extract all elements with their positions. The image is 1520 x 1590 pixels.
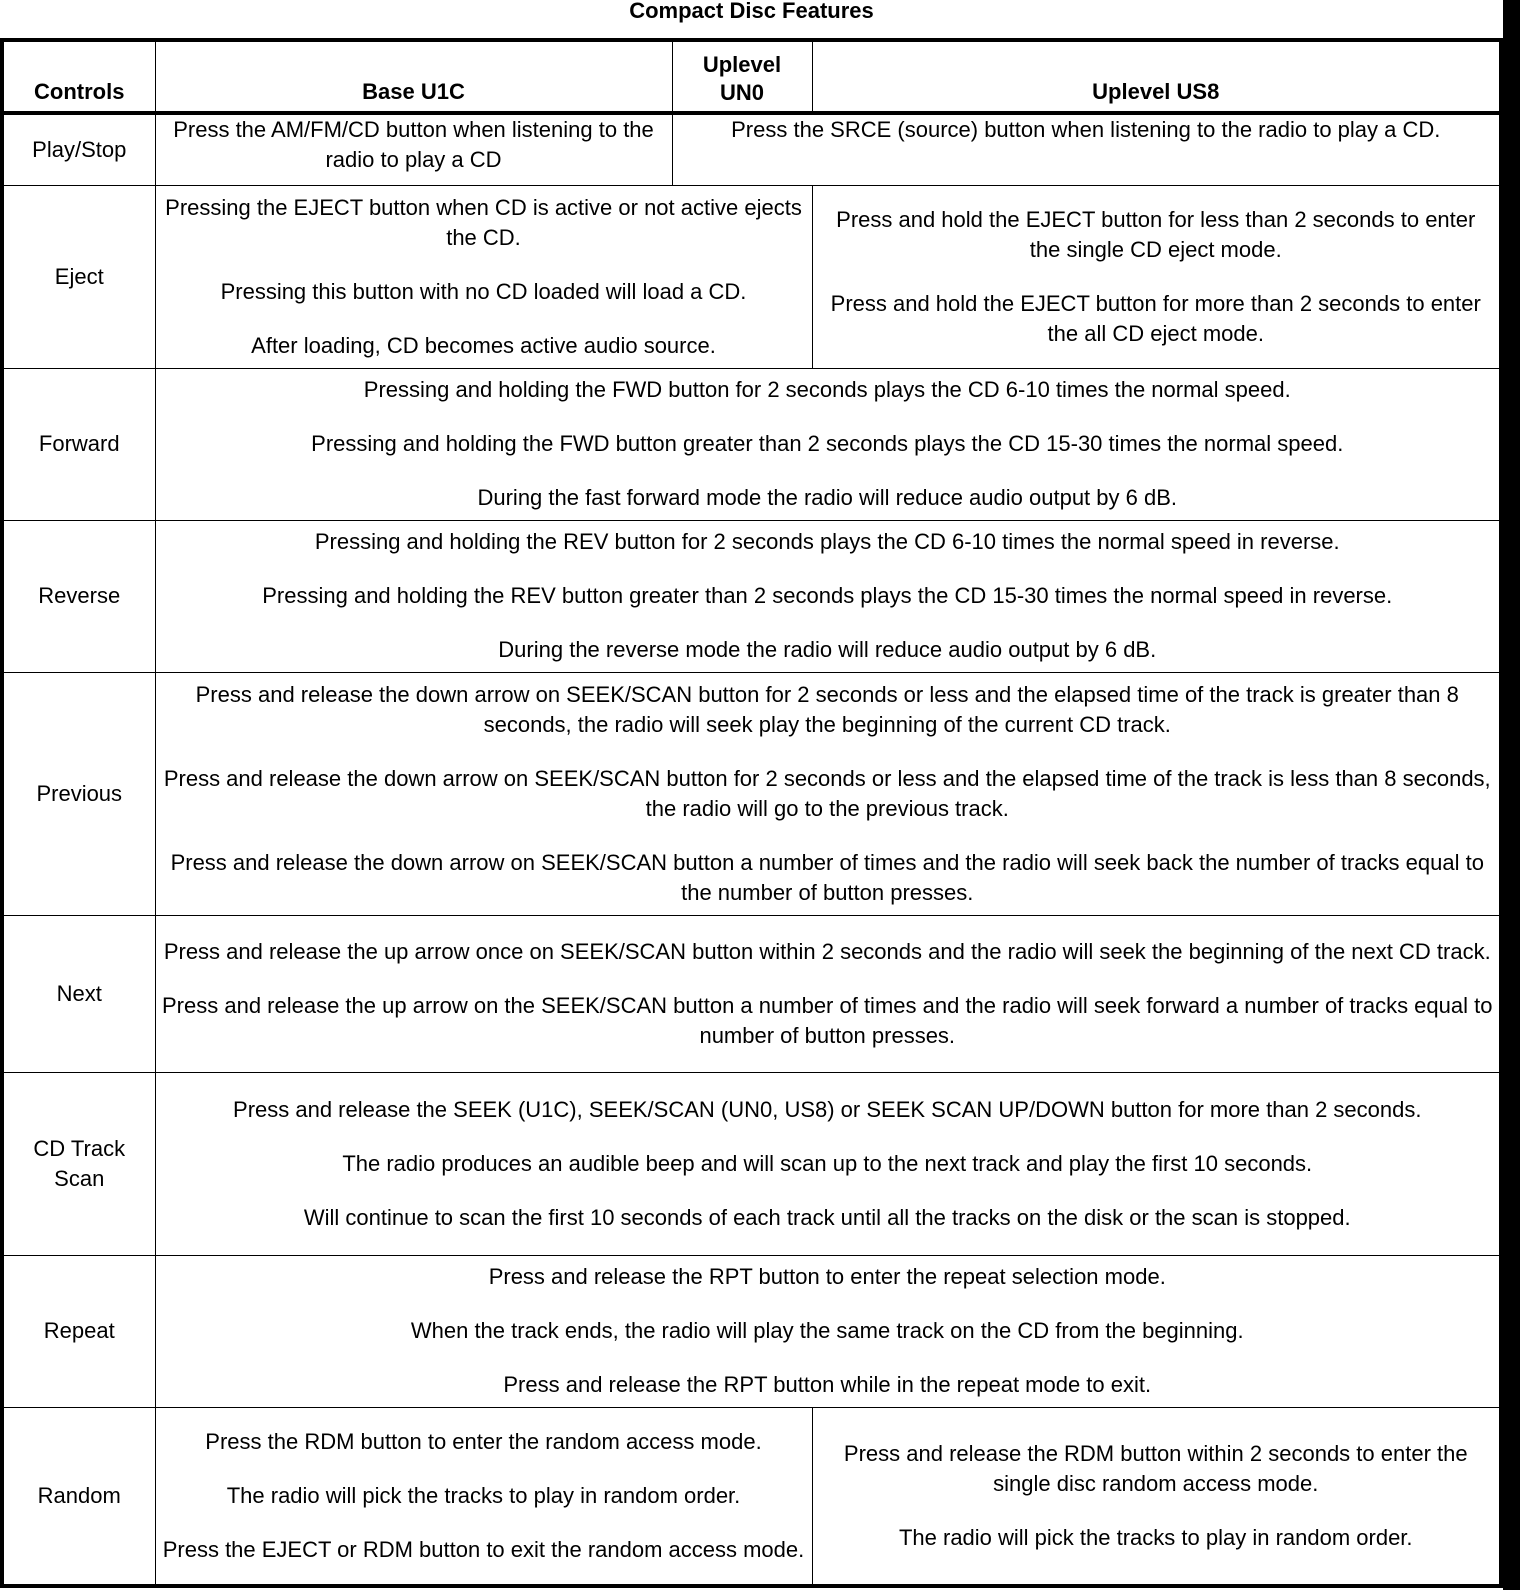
description-paragraph: Press and release the down arrow on SEEK/SCAN button for 2 seconds or less and the elapsed time of the track is greater than 8 seconds, the radio will seek play the beginning of the current CD track. — [195, 681, 1459, 737]
description-cell — [155, 1072, 1501, 1255]
control-name-cell: Repeat — [2, 1255, 155, 1407]
description-cell — [155, 1255, 1501, 1407]
description-paragraph: Will continue to scan the first 10 seconds of each track until all the tracks on the disk or the scan is stopped. — [303, 1204, 1351, 1230]
header-row — [2, 40, 1501, 113]
description-paragraph: Pressing and holding the FWD button greater than 2 seconds plays the CD 15-30 times the normal speed. — [311, 431, 1344, 456]
control-name-cell: Previous — [2, 672, 155, 915]
header-base-u1c: Base U1C — [155, 40, 672, 113]
page-edge-bar — [1503, 0, 1520, 1590]
description-cell — [155, 915, 1501, 1072]
description-paragraph: Pressing this button with no CD loaded will load a CD. — [220, 278, 747, 304]
description-paragraph: Press the AM/FM/CD button when listening to the radio to play a CD — [173, 117, 654, 172]
description-paragraph: Press and release the up arrow on the SEEK/SCAN button a number of times and the radio will seek forward a number of tracks equal to number of button presses. — [162, 992, 1493, 1048]
description-paragraph: During the fast forward mode the radio will reduce audio output by 6 dB. — [477, 485, 1177, 510]
description-paragraph: Press and hold the EJECT button for more than 2 seconds to enter the all CD eject mode. — [830, 290, 1481, 346]
control-name-cell: Next — [2, 915, 155, 1072]
control-name-cell: Reverse — [2, 520, 155, 672]
description-cell — [155, 113, 672, 185]
description-paragraph: Press and release the RPT button to enter the repeat selection mode. — [488, 1264, 1166, 1289]
description-cell — [155, 185, 812, 368]
header-controls: Controls — [2, 40, 155, 113]
control-name-cell: CD Track Scan — [2, 1072, 155, 1255]
description-cell — [812, 1407, 1501, 1586]
description-cell — [155, 672, 1501, 915]
description-paragraph: The radio will pick the tracks to play in random order. — [226, 1482, 741, 1508]
description-paragraph: Press and release the up arrow once on SEEK/SCAN button within 2 seconds and the radio will seek the beginning of the next CD track. — [163, 938, 1491, 964]
table-row — [2, 672, 1501, 915]
table-row — [2, 113, 1501, 185]
description-paragraph: Pressing and holding the REV button for 2 seconds plays the CD 6-10 times the normal speed in reverse. — [314, 529, 1340, 554]
description-cell — [155, 1407, 812, 1586]
description-paragraph: Pressing and holding the REV button greater than 2 seconds plays the CD 15-30 times the normal speed in reverse. — [262, 583, 1393, 608]
description-paragraph: Press and hold the EJECT button for less than 2 seconds to enter the single CD eject mode. — [836, 206, 1476, 262]
description-paragraph: Press the EJECT or RDM button to exit the random access mode. — [162, 1536, 805, 1562]
description-paragraph: Pressing the EJECT button when CD is active or not active ejects the CD. — [165, 194, 802, 250]
control-name-cell: Forward — [2, 368, 155, 520]
description-paragraph: Press and release the RDM button within 2 seconds to enter the single disc random access mode. — [843, 1440, 1468, 1496]
table-title: Compact Disc Features — [629, 0, 874, 23]
description-paragraph: The radio will pick the tracks to play in random order. — [898, 1524, 1413, 1550]
control-name-cell: Eject — [2, 185, 155, 368]
table-row — [2, 520, 1501, 672]
table-row — [2, 1072, 1501, 1255]
description-paragraph: Press the SRCE (source) button when listening to the radio to play a CD. — [731, 117, 1441, 142]
description-paragraph: The radio produces an audible beep and will scan up to the next track and play the first 10 seconds. — [342, 1150, 1313, 1176]
description-paragraph: When the track ends, the radio will play the same track on the CD from the beginning. — [410, 1318, 1244, 1343]
table-row — [2, 1255, 1501, 1407]
header-uplevel-us8: Uplevel US8 — [812, 40, 1501, 113]
table-row — [2, 185, 1501, 368]
compact-disc-features-table — [0, 38, 1503, 1588]
table-row — [2, 915, 1501, 1072]
header-uplevel-un0: Uplevel UN0 — [672, 40, 812, 113]
description-paragraph: Pressing and holding the FWD button for 2 seconds plays the CD 6-10 times the normal speed. — [363, 377, 1291, 402]
description-paragraph: Press and release the RPT button while in the repeat mode to exit. — [503, 1372, 1152, 1397]
description-cell — [672, 113, 1501, 185]
description-paragraph: Press and release the down arrow on SEEK/SCAN button a number of times and the radio will seek back the number of tracks equal to the number of button presses. — [170, 849, 1484, 905]
description-paragraph: Press and release the down arrow on SEEK/SCAN button for 2 seconds or less and the elapsed time of the track is less than 8 seconds, the radio will go to the previous track. — [163, 765, 1491, 821]
description-paragraph: After loading, CD becomes active audio source. — [251, 332, 716, 358]
table-row — [2, 1407, 1501, 1586]
control-name-cell: Play/Stop — [2, 113, 155, 185]
description-cell — [155, 368, 1501, 520]
table-row — [2, 368, 1501, 520]
description-cell — [155, 520, 1501, 672]
description-paragraph: Press the RDM button to enter the random access mode. — [205, 1428, 762, 1454]
description-paragraph: Press and release the SEEK (U1C), SEEK/SCAN (UN0, US8) or SEEK SCAN UP/DOWN button for more than 2 seconds. — [233, 1096, 1422, 1122]
description-cell — [812, 185, 1501, 368]
description-paragraph: During the reverse mode the radio will reduce audio output by 6 dB. — [498, 637, 1157, 662]
control-name-cell: Random — [2, 1407, 155, 1586]
